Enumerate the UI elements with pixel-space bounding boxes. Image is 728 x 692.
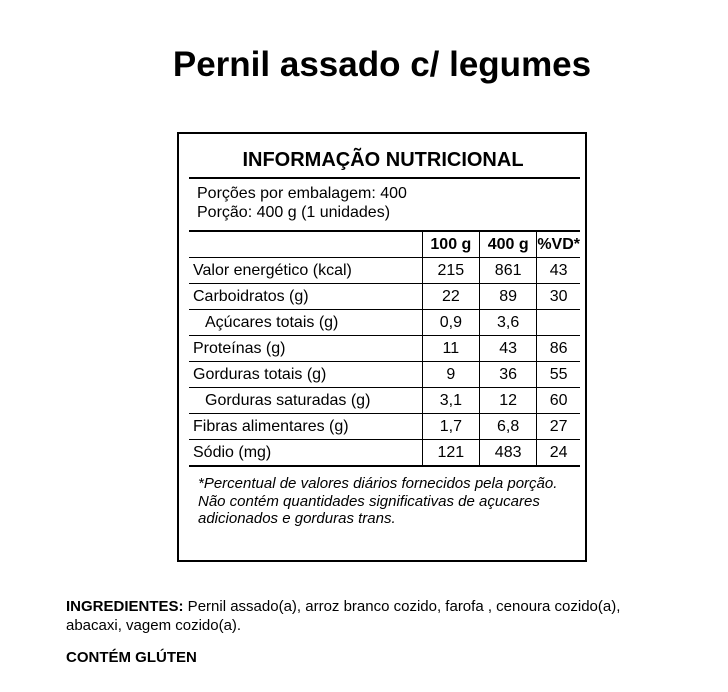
nutrient-per-100g: 215: [422, 258, 479, 284]
table-row: [189, 440, 580, 467]
table-row: [189, 310, 580, 336]
table-row: [189, 258, 580, 284]
nutrient-name: Valor energético (kcal): [193, 262, 352, 279]
nutrient-daily-value: 60: [537, 388, 580, 414]
nutrient-per-portion: 861: [480, 258, 537, 284]
table-row: [189, 388, 580, 414]
nutrient-per-portion: 6,8: [480, 414, 537, 440]
serving-size: Porção: 400 g (1 unidades): [197, 204, 391, 221]
table-row: [189, 414, 580, 440]
ingredients-label: INGREDIENTES:: [66, 598, 184, 615]
nutrient-per-100g: 0,9: [422, 310, 479, 336]
ingredients-paragraph: [66, 597, 626, 635]
footnote: [198, 475, 568, 528]
table-row: [189, 284, 580, 310]
nutrient-daily-value: 43: [537, 258, 580, 284]
nutrient-daily-value: 86: [537, 336, 580, 362]
nutrient-name: Sódio (mg): [193, 444, 272, 461]
nutrient-per-100g: 1,7: [422, 414, 479, 440]
nutrient-per-portion: 12: [480, 388, 537, 414]
nutrition-facts-panel: [177, 132, 587, 562]
header-daily-value: %VD*: [537, 231, 580, 258]
nutrient-name: Gorduras saturadas (g): [205, 392, 371, 409]
nutrient-per-portion: 89: [480, 284, 537, 310]
nutrient-daily-value: 24: [537, 440, 580, 467]
nutrient-per-100g: 11: [422, 336, 479, 362]
footnote-not-significant: Não contém quantidades significativas de açucares adicionados e gorduras trans.: [198, 492, 540, 527]
nutrient-daily-value: [537, 310, 580, 336]
header-per-100g: 100 g: [422, 231, 479, 258]
heading-divider: [189, 177, 580, 179]
nutrient-per-100g: 121: [422, 440, 479, 467]
nutrient-daily-value: 27: [537, 414, 580, 440]
ingredients-text: Pernil assado(a), arroz branco cozido, farofa , cenoura cozido(a), abacaxi, vagem cozido(a).: [66, 598, 621, 634]
table-row: [189, 336, 580, 362]
footnote-daily-value: *Percentual de valores diários fornecidos pela porção.: [198, 475, 558, 492]
nutrient-per-portion: 483: [480, 440, 537, 467]
allergen-warning: CONTÉM GLÚTEN: [66, 649, 197, 666]
nutrient-daily-value: 55: [537, 362, 580, 388]
nutrient-per-portion: 43: [480, 336, 537, 362]
panel-heading: INFORMAÇÃO NUTRICIONAL: [242, 149, 524, 171]
nutrient-name: Carboidratos (g): [193, 288, 309, 305]
header-nutrient: [189, 231, 422, 258]
table-row: [189, 362, 580, 388]
nutrient-per-portion: 36: [480, 362, 537, 388]
table-header-row: [189, 231, 580, 258]
product-title: Pernil assado c/ legumes: [172, 45, 592, 84]
nutrient-per-100g: 22: [422, 284, 479, 310]
header-per-portion: 400 g: [480, 231, 537, 258]
nutrient-name: Gorduras totais (g): [193, 366, 327, 383]
servings-per-package: Porções por embalagem: 400: [197, 185, 407, 202]
nutrition-table: [189, 230, 580, 467]
nutrient-per-100g: 3,1: [422, 388, 479, 414]
nutrient-name: Proteínas (g): [193, 340, 286, 357]
nutrient-name: Fibras alimentares (g): [193, 418, 349, 435]
nutrient-name: Açúcares totais (g): [205, 314, 339, 331]
nutrient-per-portion: 3,6: [480, 310, 537, 336]
nutrient-per-100g: 9: [422, 362, 479, 388]
nutrient-daily-value: 30: [537, 284, 580, 310]
